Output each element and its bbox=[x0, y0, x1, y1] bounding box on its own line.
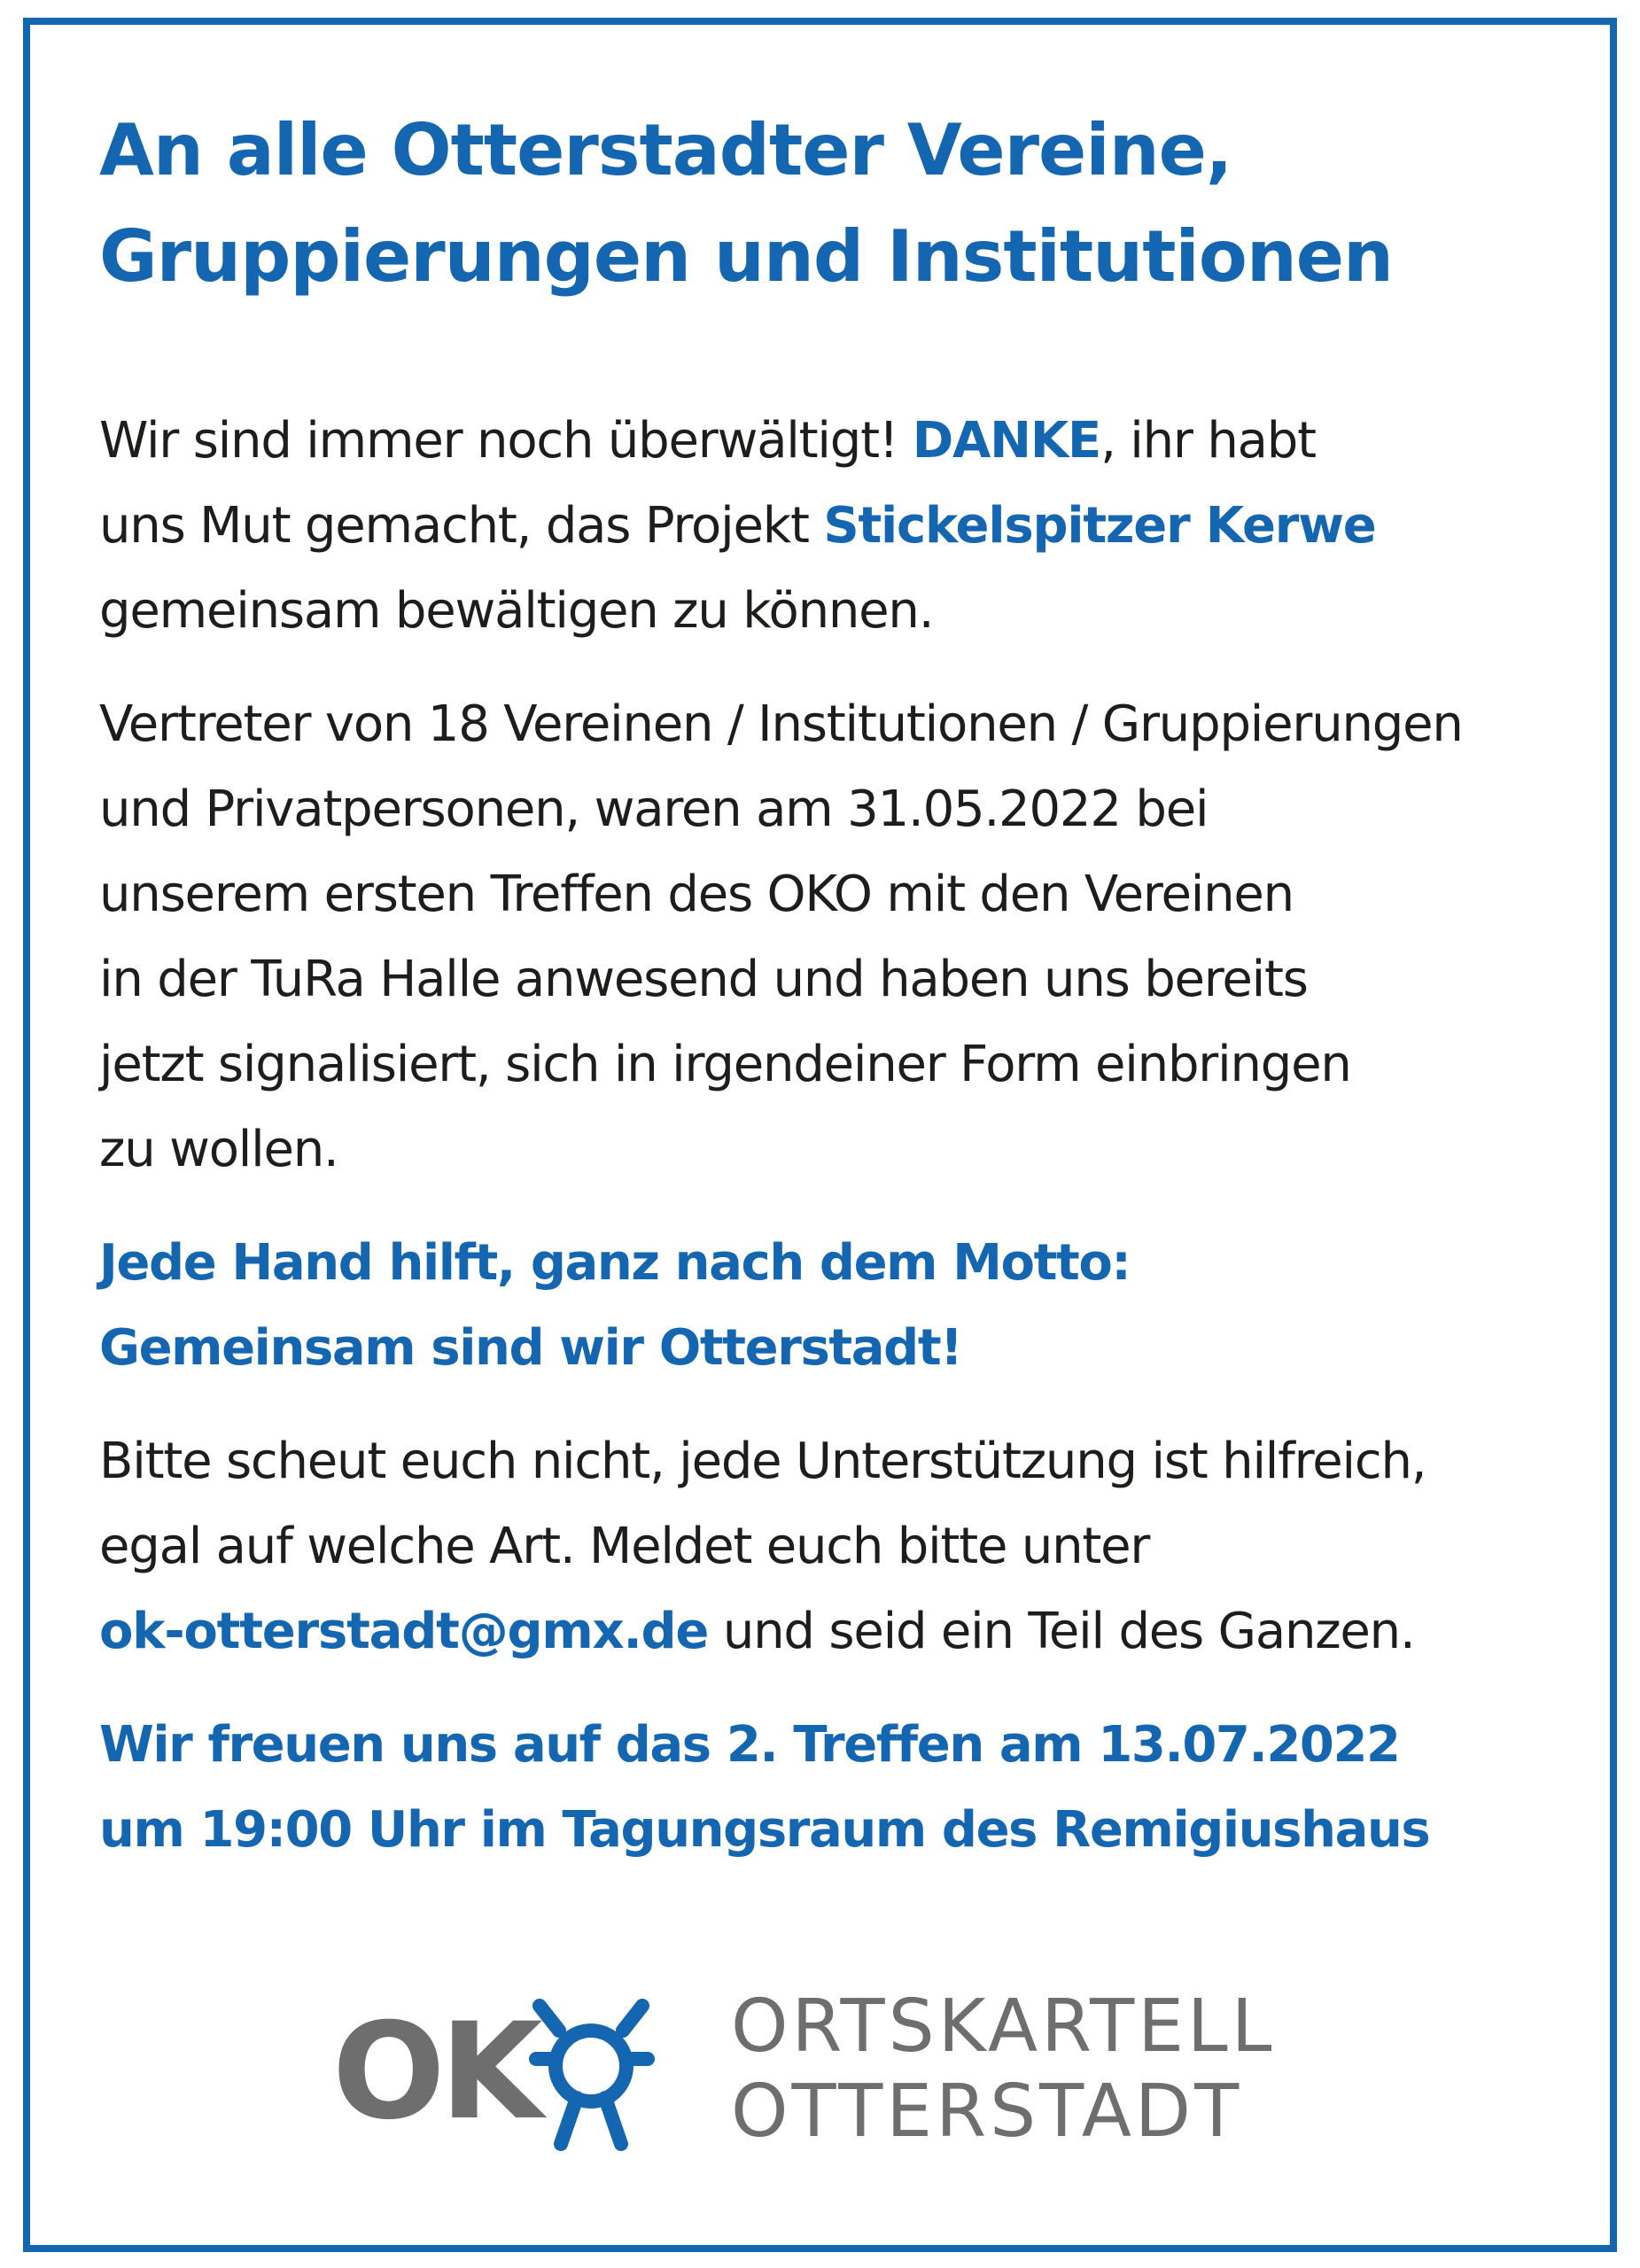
contact-line-3-rest: und seid ein Teil des Ganzen. bbox=[708, 1603, 1415, 1660]
thanks-line-1 bbox=[99, 399, 1552, 484]
thanks-line-2 bbox=[99, 484, 1552, 569]
next-meeting-paragraph bbox=[99, 1703, 1552, 1873]
oko-logo-mark-icon bbox=[332, 1984, 687, 2153]
project-name-highlight: Stickelspitzer Kerwe bbox=[823, 497, 1376, 555]
meeting-report-paragraph bbox=[99, 682, 1552, 1192]
oko-logo-ok-letters: OK bbox=[332, 1995, 538, 2149]
report-line-3: unserem ersten Treffen des OKO mit den Vereinen bbox=[99, 866, 1294, 923]
report-line-1: Vertreter von 18 Vereinen / Institutionen / Gruppierungen bbox=[99, 695, 1463, 753]
heading-line-2: Gruppierungen und Institutionen bbox=[99, 215, 1393, 298]
contact-line-3 bbox=[99, 1589, 1552, 1674]
motto-line-2: Gemeinsam sind wir Otterstadt! bbox=[99, 1319, 962, 1377]
heading-line-1: An alle Otterstadter Vereine, bbox=[99, 109, 1232, 191]
contact-paragraph bbox=[99, 1419, 1552, 1674]
flyer-content bbox=[99, 97, 1552, 1873]
thanks-paragraph bbox=[99, 399, 1552, 654]
report-line-4: in der TuRa Halle anwesend und haben uns bereits bbox=[99, 951, 1308, 1008]
oko-logo-wordmark bbox=[731, 1984, 1307, 2155]
motto-line-1: Jede Hand hilft, ganz nach dem Motto: bbox=[99, 1234, 1131, 1292]
logo-org-line-2: OTTERSTADT bbox=[731, 2070, 1243, 2154]
flyer-heading bbox=[99, 97, 1552, 310]
thanks-intro-text: Wir sind immer noch überwältigt! bbox=[99, 412, 913, 470]
oko-logo bbox=[332, 1984, 1307, 2153]
contact-line-1: Bitte scheut euch nicht, jede Unterstützung ist hilfreich, bbox=[99, 1433, 1426, 1490]
danke-highlight: DANKE bbox=[912, 412, 1101, 470]
thanks-line-3: gemeinsam bewältigen zu können. bbox=[99, 582, 934, 640]
otter-figure-icon bbox=[536, 2006, 648, 2144]
next-meeting-line-2: um 19:00 Uhr im Tagungsraum des Remigiushaus bbox=[99, 1801, 1430, 1859]
next-meeting-line-1: Wir freuen uns auf das 2. Treffen am 13.07.2022 bbox=[99, 1716, 1400, 1774]
motto-paragraph bbox=[99, 1221, 1552, 1391]
report-line-5: jetzt signalisiert, sich in irgendeiner Form einbringen bbox=[99, 1036, 1351, 1093]
thanks-line-1-end: , ihr habt bbox=[1100, 412, 1316, 470]
contact-line-2: egal auf welche Art. Meldet euch bitte unter bbox=[99, 1518, 1150, 1575]
contact-email-link[interactable]: ok-otterstadt@gmx.de bbox=[99, 1603, 709, 1660]
thanks-line-2-text: uns Mut gemacht, das Projekt bbox=[99, 497, 824, 555]
logo-org-line-1: ORTSKARTELL bbox=[731, 1984, 1276, 2069]
report-line-2: und Privatpersonen, waren am 31.05.2022 bei bbox=[99, 781, 1209, 838]
report-line-6: zu wollen. bbox=[99, 1121, 338, 1178]
